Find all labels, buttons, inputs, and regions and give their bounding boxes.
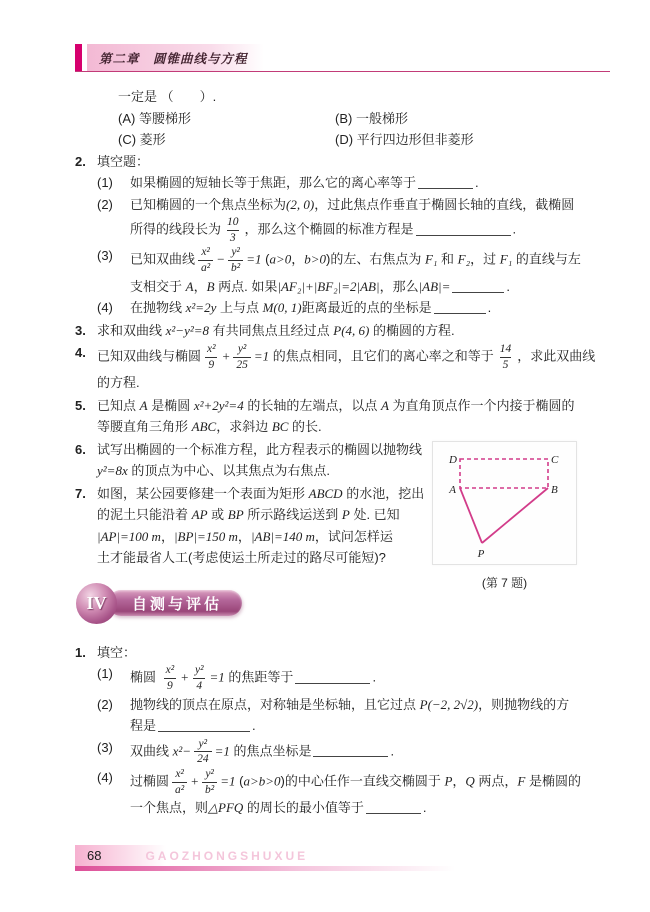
question-2 [75,151,610,319]
label-c: C [551,453,559,466]
choice-question-stem: 一定是 （ ）. [118,89,217,104]
question-line: 支相交于 A，B 两点. 如果|AF₂|+|BF₂|=2|AB|，那么|AB|= . [130,278,511,294]
option-a-text: 等腰梯形 [138,110,191,126]
footer-accent-bar [75,866,455,871]
question-2-item-2 [97,194,610,246]
option-b-text: 一般梯形 [355,110,408,126]
question-7 [75,483,610,569]
selftest-q1-item-4 [97,767,610,819]
question-line: 已知双曲线 $\frac{\text{x²}}{\text{a²}}$ − $\frac{\text{y²}}{\text{b²}}$ =1 (a>0，b>0)的左、右焦点为 F₁ 和 F₂，过 F₁ 的直线与左 [130,246,581,274]
section-4-numeral-badge [76,583,117,624]
item-label: (4) [97,300,113,316]
footer-band [75,845,455,866]
question-line: 土才能最省人工(考虑使运土所走过的路尽可能短)? [97,550,386,566]
question-5 [75,395,610,438]
question-2-item-3 [97,245,610,297]
chapter-title: 第二章 圆锥曲线与方程 [87,44,264,71]
label-b: B [551,483,558,496]
chapter-header [75,44,610,72]
question-6-number: 6. [75,441,86,457]
section-4-title: 自测与评估 [132,595,223,613]
question-line: y²=8x 的顶点为中心、以其焦点为右焦点. [97,463,330,479]
section-4-title-pill [108,590,242,616]
question-line: 已知双曲线与椭圆 $\frac{\text{x²}}{9}$ + $\frac{\text{y²}}{25}$ =1 的焦点相同，且它们的离心率之和等于 $\frac{14}{5}$ ，求此双曲线 [97,343,596,371]
question-line: 在抛物线 x²=2y 上与点 M(0, 1)距离最近的点的坐标是 . [130,300,492,316]
option-b [335,108,610,130]
choice-options [118,108,610,151]
selftest-q1-item-2 [97,694,610,737]
option-c [118,129,335,151]
footer-watermark: GAOZHONGSHUXUE [145,848,309,863]
label-p: P [477,547,485,560]
question-2-title: 填空题： [97,153,150,169]
question-line: 所得的线段长为 $\frac{10}{3}$ ，那么这个椭圆的标准方程是 . [130,216,517,244]
question-line: 过椭圆 $\frac{\text{x²}}{\text{a²}}$ + $\frac{\text{y²}}{\text{b²}}$ =1 (a>b>0)的中心任作一直线交椭圆于 P，Q 两点，F 是椭圆的 [130,767,581,796]
question-2-item-4 [97,297,610,319]
question-7-number: 7. [75,485,86,501]
question-3-number: 3. [75,322,86,338]
selftest-q1-item-1 [97,663,610,693]
option-c-label: (C) [118,132,137,147]
option-a [118,108,335,130]
question-line: 抛物线的顶点在原点，对称轴是坐标轴，且它过点 P(−2, 2√2)，则抛物线的方 [130,696,570,712]
questions-6-7-wrap [75,439,610,624]
label-d: D [449,453,457,466]
selftest-question-1-title: 填空： [97,644,137,660]
question-line: 如图，某公园要修建一个表面为矩形 ABCD 的水池，挖出 [97,485,425,501]
item-label: (4) [97,769,113,785]
selftest-question-1-number: 1. [75,644,86,660]
question-line: 双曲线 x²− $\frac{\text{y²}}{24}$ =1 的焦点坐标是 . [130,737,395,766]
option-d-label: (D) [335,132,354,147]
chapter-accent-bar [75,44,82,71]
question-line: 已知椭圆的一个焦点坐标为(2, 0)，过此焦点作垂直于椭圆长轴的直线，截椭圆 [130,196,575,212]
question-2-item-1 [97,172,610,194]
question-line: 求和双曲线 x²−y²=8 有共同焦点且经过点 P(4, 6) 的椭圆的方程. [97,322,455,338]
question-line: 的泥土只能沿着 AP 或 BP 所示路线运送到 P 处. 已知 [97,507,400,523]
question-line: 试写出椭圆的一个标准方程，此方程表示的椭圆以抛物线 [97,441,423,457]
option-a-label: (A) [118,110,136,126]
option-d [335,129,610,151]
question-line: 已知点 A 是椭圆 x²+2y²=4 的长轴的左端点，以点 A 为直角顶点作一个内接于椭圆的 [97,397,575,413]
option-b-label: (B) [335,110,353,126]
question-2-number: 2. [75,153,86,169]
question-4-number: 4. [75,345,86,361]
option-d-text: 平行四边形但非菱形 [356,132,474,147]
question-line: 等腰直角三角形 ABC，求斜边 BC 的长. [97,419,322,435]
item-label: (3) [97,248,113,264]
label-a: A [449,483,456,496]
page-content [75,86,610,820]
question-line: |AP|=100 m，|BP|=150 m，|AB|=140 m，试问怎样运 [97,528,393,544]
selftest-question-1 [75,642,610,819]
item-label: (1) [97,666,113,682]
page-number: 68 [87,848,102,863]
question-line: 椭圆 $\frac{\text{x²}}{9}$ + $\frac{\text{y²}}{4}$ =1 的焦距等于 . [130,664,377,692]
figure-7-caption: (第 7 题) [481,575,528,590]
item-label: (3) [97,739,113,755]
question-4 [75,342,610,394]
item-label: (2) [97,196,113,212]
question-3 [75,320,610,342]
item-label: (2) [97,696,113,712]
page-footer [75,845,455,871]
section-4-numeral: IV [86,592,107,613]
question-line: 的方程. [97,375,140,391]
question-line: 程是 . [130,718,256,734]
item-label: (1) [97,175,113,190]
question-line: 一个焦点，则△PFQ 的周长的最小值等于 . [130,800,427,816]
selftest-q1-item-3 [97,737,610,767]
section-4-header [76,583,432,624]
question-line: 如果椭圆的短轴长等于焦距，那么它的离心率等于 . [130,175,479,190]
option-c-text: 菱形 [139,132,166,147]
question-6 [75,439,610,482]
question-5-number: 5. [75,397,86,413]
